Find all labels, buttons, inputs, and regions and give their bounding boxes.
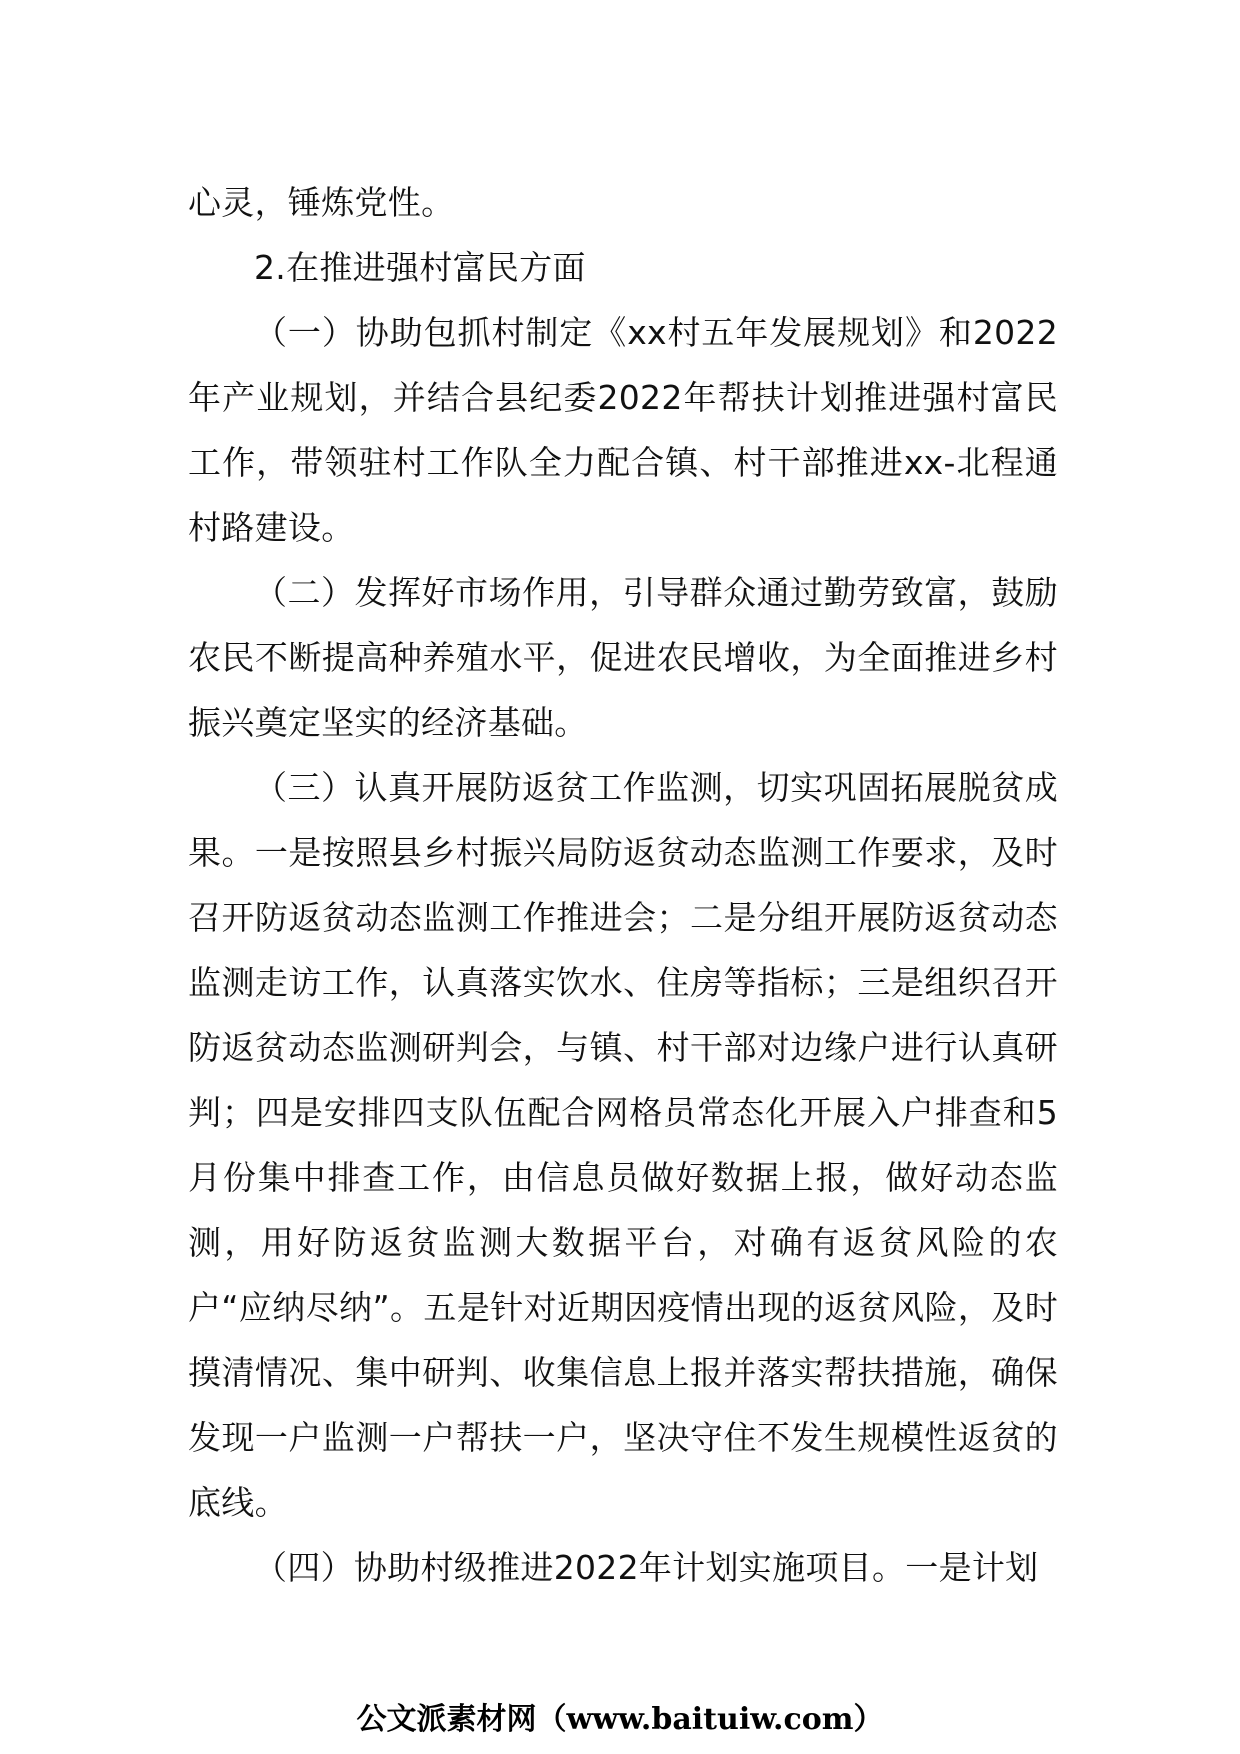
paragraph-item-3: （三）认真开展防返贫工作监测，切实巩固拓展脱贫成果。一是按照县乡村振兴局防返贫动态监测工作要求，及时召开防返贫动态监测工作推进会；二是分组开展防返贫动态监测走访工作，认真落实饮水、住房等指标；三是组织召开防返贫动态监测研判会，与镇、村干部对边缘户进行认真研判；四是安排四支队伍配合网格员常态化开展入户排查和5月份集中排查工作，由信息员做好数据上报，做好动态监测，用好防返贫监测大数据平台，对确有返贫风险的农户“应纳尽纳”。五是针对近期因疫情出现的返贫风险，及时摸清情况、集中研判、收集信息上报并落实帮扶措施，确保发现一户监测一户帮扶一户，坚决守住不发生规模性返贫的底线。 bbox=[188, 768, 1058, 1522]
paragraph-item-4: （四）协助村级推进2022年计划实施项目。一是计划 bbox=[254, 1548, 1039, 1587]
section-heading: 2.在推进强村富民方面 bbox=[254, 248, 586, 287]
paragraph-item-1: （一）协助包抓村制定《xx村五年发展规划》和2022年产业规划，并结合县纪委2022年帮扶计划推进强村富民工作，带领驻村工作队全力配合镇、村干部推进xx-北程通村路建设。 bbox=[188, 313, 1058, 547]
footer-watermark: 公文派素材网（www.baituiw.com） bbox=[356, 1702, 884, 1737]
paragraph-1: 心灵，锤炼党性。 bbox=[188, 183, 455, 222]
paragraph-item-2: （二）发挥好市场作用，引导群众通过勤劳致富，鼓励农民不断提高种养殖水平，促进农民增收，为全面推进乡村振兴奠定坚实的经济基础。 bbox=[188, 573, 1058, 742]
document-body bbox=[188, 170, 1058, 1600]
